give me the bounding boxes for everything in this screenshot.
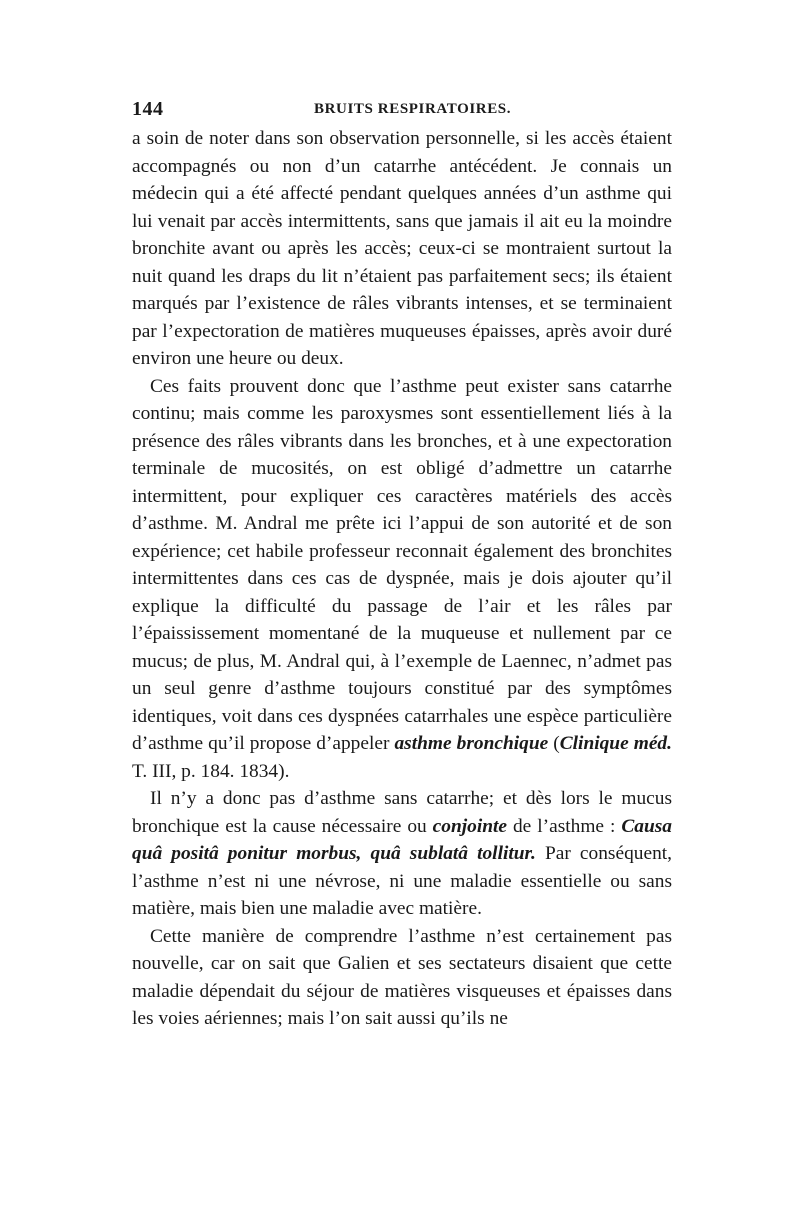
paragraph-2 xyxy=(132,373,672,786)
running-title: BRUITS RESPIRATOIRES. xyxy=(314,101,512,117)
paragraph-3-text-c: Par conséquent, l’asthme n’est ni une névrose, ni une maladie essentielle ou sans matière, mais bien une maladie avec matière. xyxy=(132,843,672,919)
page-body xyxy=(132,125,672,1033)
paragraph-1: a soin de noter dans son observation personnelle, si les accès étaient accompagnés ou non d’un catarrhe antécédent. Je connais un médecin qui a été affecté pendant quelques années d’un asthme qui lui venait par accès intermittents, sans que jamais il ait eu la moindre bronchite avant ou après les accès; ceux-ci se montraient surtout la nuit quand les draps du lit n’étaient pas parfaitement secs; ils étaient marqués par l’existence de râles vibrants intenses, et se terminaient par l’expectoration de matières muqueuses épaisses, après avoir duré environ une heure ou deux. xyxy=(132,128,672,369)
paragraph-4: Cette manière de comprendre l’asthme n’est certainement pas nouvelle, car on sait que Galien et ses sectateurs disaient que cette maladie dépendait du séjour de matières visqueuses et épaisses dans les voies aériennes; mais l’on sait aussi qu’ils ne xyxy=(132,925,672,1029)
paragraph-2-text-a: Ces faits prouvent donc que l’asthme peut exister sans catarrhe continu; mais comme les paroxysmes sont essentiellement liés à la présence des râles vibrants dans les bronches, et à une expectoration terminale de mucosités, on est obligé d’admettre un catarrhe intermittent, pour expliquer ces caractères matériels des accès d’asthme. M. Andral me prête ici l’appui de son autorité et de son expérience; cet habile professeur reconnait également des bronchites intermittentes dans ces cas de dyspnée, mais je dois ajouter qu’il explique la difficulté du passage de l’air et les râles par l’épaississement momentané de la muqueuse et nullement par ce mucus; de plus, M. Andral qui, à l’exemple de Laennec, n’admet pas un seul genre d’asthme toujours constitué par des symptômes identiques, voit dans ces dyspnées catarrhales une espèce particulière d’asthme qu’il propose d’appeler xyxy=(132,375,672,754)
paragraph-3-text-b: de l’asthme : xyxy=(507,815,622,837)
page-header xyxy=(132,98,672,124)
paragraph-2-text-c: T. III, p. 184. 1834). xyxy=(132,760,290,782)
italic-asthme-bronchique: asthme bronchique xyxy=(394,733,549,754)
paragraph-3 xyxy=(132,785,672,923)
italic-conjointe: conjointe xyxy=(432,815,508,837)
page-number: 144 xyxy=(132,98,164,120)
paragraph-3-text-a: Il n’y a donc pas d’asthme sans catarrhe; et dès lors le mucus bronchique est la cause nécessaire ou xyxy=(132,788,672,837)
paragraph-2-text-b: ( xyxy=(548,733,560,754)
italic-clinique-med: Clinique méd. xyxy=(559,733,672,754)
italic-latin-quote: Causa quâ positâ ponitur morbus, quâ sublatâ tollitur. xyxy=(132,815,672,864)
